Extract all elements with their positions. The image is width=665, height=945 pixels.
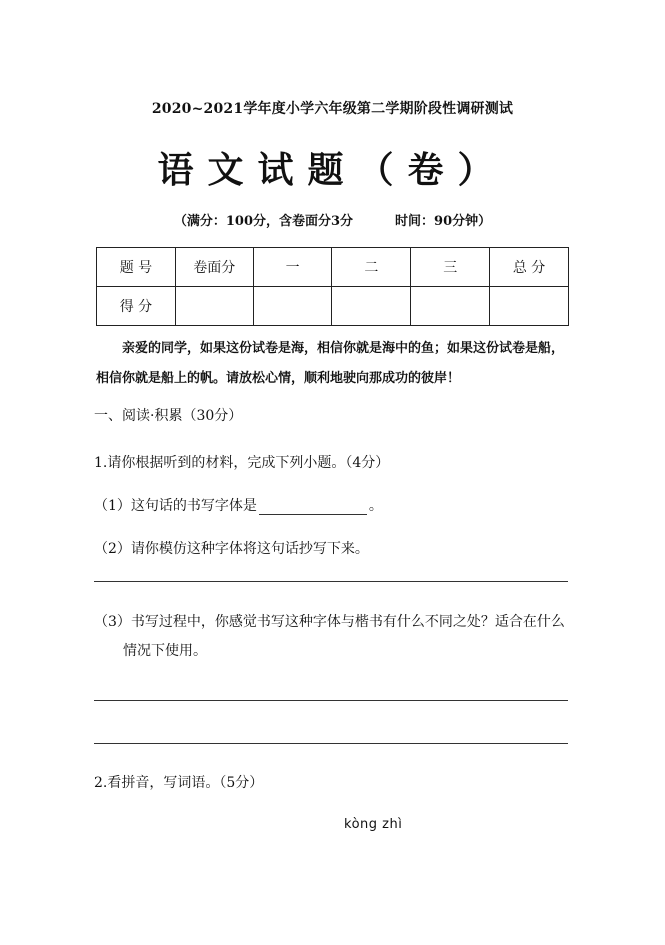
- exam-title: 语文试题（卷）: [157, 149, 508, 191]
- question-1-1-prefix: （1）这句话的书写字体是: [94, 498, 257, 514]
- time-text: 时间：90分钟）: [395, 214, 492, 229]
- answer-line-1[interactable]: [94, 700, 568, 701]
- intro-paragraph: [96, 334, 570, 394]
- question-1-2: （2）请你模仿这种字体将这句话抄写下来。: [94, 541, 369, 557]
- question-1-1: [94, 495, 383, 515]
- score-row-label: 得 分: [97, 287, 176, 326]
- score-cell-neatness[interactable]: [175, 287, 253, 326]
- exam-header: 2020~2021学年度小学六年级第二学期阶段性调研测试: [151, 101, 514, 117]
- pinyin-prompt: kòng zhì: [344, 817, 403, 832]
- question-1-3-line1: （3）书写过程中，你感觉书写这种字体与楷书有什么不同之处？适合在什么: [94, 614, 565, 630]
- answer-line-copy[interactable]: [94, 581, 568, 582]
- full-marks-text: （满分：100分，含卷面分3分: [173, 214, 354, 229]
- question-1-1-suffix: 。: [368, 498, 383, 514]
- score-table: [96, 247, 569, 326]
- score-cell-part-1[interactable]: [253, 287, 332, 326]
- intro-text: 亲爱的同学，如果这份试卷是海，相信你就是海中的鱼；如果这份试卷是船，相信你就是船上的帆。请放松心情，顺利地驶向那成功的彼岸！: [96, 341, 565, 386]
- header-cell-question-number: 题 号: [97, 248, 176, 287]
- header-cell-neatness: 卷面分: [175, 248, 253, 287]
- score-cell-part-2[interactable]: [332, 287, 411, 326]
- header-cell-part-2: 二: [332, 248, 411, 287]
- exam-info: [0, 210, 665, 229]
- score-cell-part-3[interactable]: [411, 287, 490, 326]
- question-2-title: 2.看拼音，写词语。（5分）: [94, 775, 264, 791]
- header-cell-total: 总 分: [490, 248, 569, 287]
- section-1-heading: 一、阅读·积累（30分）: [94, 408, 243, 424]
- question-1-title: 1.请你根据听到的材料，完成下列小题。（4分）: [94, 455, 390, 471]
- score-cell-total[interactable]: [490, 287, 569, 326]
- question-1-3-line2: 情况下使用。: [123, 643, 207, 659]
- answer-line-2[interactable]: [94, 743, 568, 744]
- header-cell-part-3: 三: [411, 248, 490, 287]
- header-cell-part-1: 一: [253, 248, 332, 287]
- answer-blank-font[interactable]: [259, 500, 367, 515]
